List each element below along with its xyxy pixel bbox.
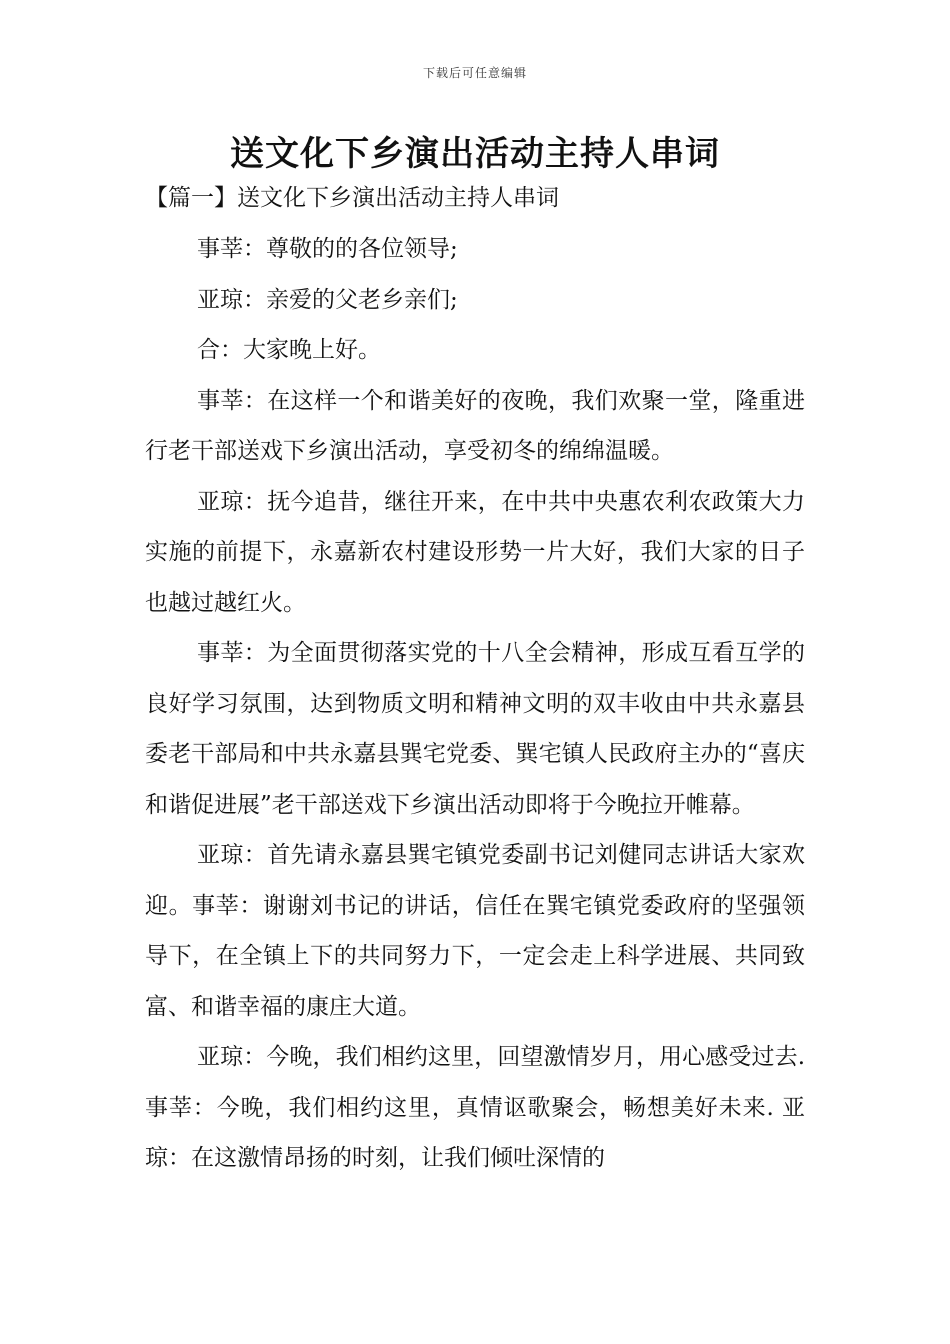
paragraph: 亚琼：今晚，我们相约这里，回望激情岁月，用心感受过去. 事莘：今晚，我们相约这里，真情讴歌聚会，畅想美好未来. 亚琼：在这激情昂扬的时刻，让我们倾吐深情的 xyxy=(145,1044,805,1171)
paragraph: 事莘：在这样一个和谐美好的夜晚，我们欢聚一堂，隆重进行老干部送戏下乡演出活动，享受初冬的绵绵温暖。 xyxy=(145,387,805,464)
paragraph: 亚琼：抚今追昔，继往开来，在中共中央惠农利农政策大力实施的前提下，永嘉新农村建设形势一片大好，我们大家的日子也越过越红火。 xyxy=(145,488,805,616)
header-note: 下载后可任意编辑 xyxy=(422,66,527,80)
paragraph: 事莘：为全面贯彻落实党的十八全会精神，形成互看互学的良好学习氛围，达到物质文明和精神文明的双丰收由中共永嘉县委老干部局和中共永嘉县巽宅党委、巽宅镇人民政府主办的“喜庆和谐促进展”老干部送戏下乡演出活动即将于今晚拉开帷幕。 xyxy=(145,640,805,818)
section-heading: 【篇一】送文化下乡演出活动主持人串词 xyxy=(145,185,559,211)
paragraph: 亚琼：亲爱的父老乡亲们; xyxy=(197,286,458,313)
paragraph: 事莘：尊敬的的各位领导; xyxy=(197,236,458,262)
paragraph: 合：大家晚上好。 xyxy=(197,337,381,363)
document-title: 送文化下乡演出活动主持人串词 xyxy=(230,134,720,174)
paragraph: 亚琼：首先请永嘉县巽宅镇党委副书记刘健同志讲话大家欢迎。事莘：谢谢刘书记的讲话，信任在巽宅镇党委政府的坚强领导下，在全镇上下的共同努力下，一定会走上科学进展、共同致富、和谐幸福的康庄大道。 xyxy=(145,842,805,1020)
body-text xyxy=(145,224,805,1184)
